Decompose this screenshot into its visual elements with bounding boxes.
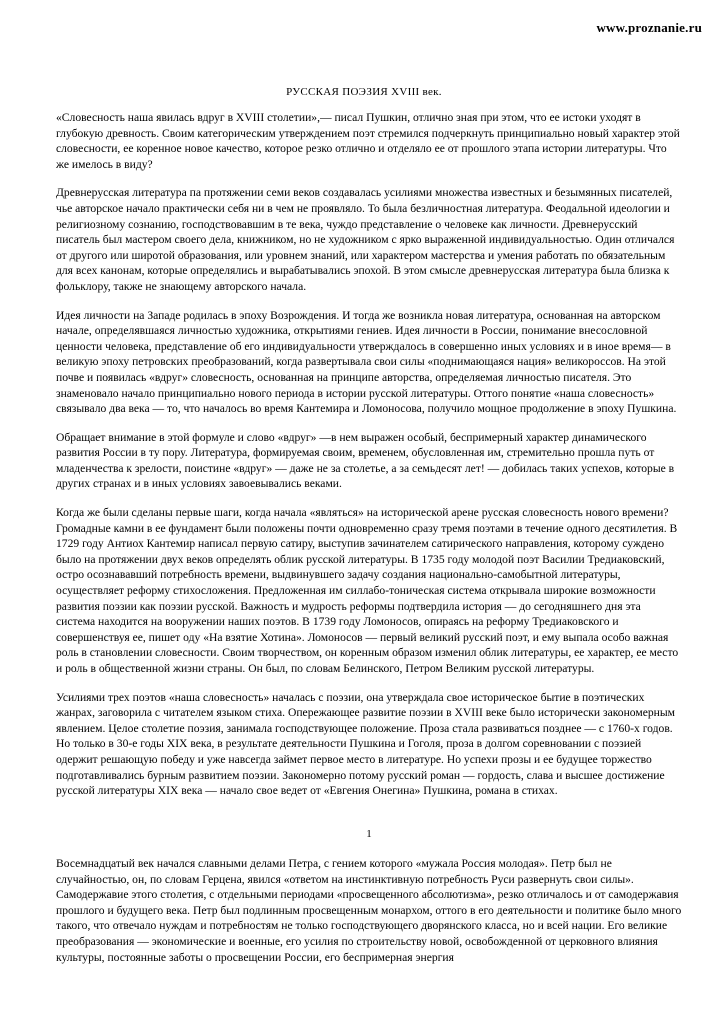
paragraph: Восемнадцатый век начался славными делами Петра, с гением которого «мужала Россия молодая». Петр был не случайностью, он, по словам Герцена, явился «ответом на инстинктивную потребность Руси развернуть свои силы». Самодержавие этого столетия, с отдельными периодами «просвещенного абсолютизма», резко отличалось и от самодержавия прошлого и будущего века. Петр был подлинным просвещенным монархом, оттого в его деятельности и политике было много такого, что отвечало нуждам и потребностям не только господствующего дворянского класса, но и всей нации. Его великие преобразования — экономические и военные, его усилия по строительству новой, освобожденной от церковного влияния культуры, постоянные заботы о просвещении России, его беспримерная энергия <box>56 857 682 964</box>
paragraph: «Словесность наша явилась вдруг в XVIII столетии»,— писал Пушкин, отлично зная при этом, что ее истоки уходят в глубокую древность. Своим категорическим утверждением поэт стремился подчеркнуть принципиально новый характер этой словесности, ее коренное новое качество, которое резко отлично и отделяло ее от прошлого этапа истории литературы. Что же имелось в виду? <box>56 111 680 171</box>
paragraph: Идея личности на Западе родилась в эпоху Возрождения. И тогда же возникла новая литература, основанная на авторском начале, определявшаяся личностью художника, открытиями гениев. Идея личности в России, понимание внесословной ценности человека, представление об его индивидуальности утверждалось в совершенно иных условиях и в иное время— в великую эпоху петровских преобразований, когда развертывала свои силы «поднимающаяся нация» великороссов. На этой почве и появилась «вдруг» словесность, основанная на принципе авторства, определяемая личностью писателя. Это знаменовало начало принципиально нового периода в истории русской литературы. Оттого понятие «наша словесность» связывало два века — то, что началось во время Кантемира и Ломоносова, получило мощное продолжение в эпоху Пушкина. <box>56 308 677 416</box>
page-number: 1 <box>366 828 372 840</box>
paragraph: Обращает внимание в этой формуле и слово «вдруг» —в нем выражен особый, беспримерный характер динамического развития России в ту пору. Литература, формируемая своим, временем, обусловленная им, стремительно прошла путь от младенчества к зрелости, поистине «вдруг» — даже не за столетье, а за семьдесят лет! — добилась таких успехов, которые в других странах и в иных условиях завоевывались веками. <box>56 430 675 491</box>
site-url[interactable]: www.proznanie.ru <box>596 20 702 35</box>
document-title: РУССКАЯ ПОЭЗИЯ XVIII век. <box>286 86 442 98</box>
paragraph: Когда же были сделаны первые шаги, когда начала «являться» на исторической арене русская словесность нового времени? Громадные камни в ее фундамент были положены почти одновременно сразу тремя поэтами в течение одного десятилетия. В 1729 году Антиох Кантемир написал первую сатиру, выступив зачинателем сатирического направления, которому суждено было на протяжении двух веков определять облик русской литературы. В 1735 году молодой поэт Василии Тредиаковский, остро осознававший потребность времени, выдвинувшего задачу создания национально-самобытной литературы, осуществляет реформу стихосложения. Предложенная им силлабо-тоническая система открывала широкие возможности развития поэзии как поэзии русской. Важность и мудрость реформы подтвердила история — до сегодняшнего дня эта система находится на вооружении наших поэтов. В 1739 году Ломоносов, опираясь на реформу Тредиаковского и совершенствуя ее, пишет оду «На взятие Хотина». Ломоносов — первый великий русский поэт, и ему выпала особо важная роль в становлении словесности. Своим творчеством, он коренным образом изменил облик литературы, ее характер, ее место и роль в общественной жизни страны. Он был, по словам Белинского, Петром Великим русской литературы. <box>56 506 679 675</box>
document-body <box>56 110 682 812</box>
paragraph: Древнерусская литература па протяжении семи веков создавалась усилиями множества известных и безымянных писателей, чье авторское начало практически себя ни в чем не проявляло. То была безличностная литература. Феодальной идеологии и религиозному сознанию, господствовавшим в те века, чуждо представление о человеке как личности. Древнерусский писатель был мастером своего дела, книжником, но не художником с ярко выраженной индивидуальностью. Один отличался от другого или широтой образования, или уровнем знаний, или характером мастерства и умения работать по обязательным для всех канонам, которые определялись и вырабатывались эпохой. В этом смысле древнерусская литература была близка к фольклору, также не знающему авторского начала. <box>56 186 675 293</box>
paragraph: Усилиями трех поэтов «наша словесность» началась с поэзии, она утверждала свое историческое бытие в поэтических жанрах, заговорила с читателем языком стиха. Опережающее развитие поэзии в XVIII веке было исторически закономерным явлением. Целое столетие поэзия, занимала господствующее положение. Проза стала развиваться позднее — с 1760-х годов. Но только в 30-е годы XIX века, в результате деятельности Пушкина и Гоголя, проза в долгом соревновании с поэзией одержит решающую победу и уже навсегда займет первое место в литературе. Но успехи прозы и ее будущее торжество подготавливались бурным развитием поэзии. Закономерно потому русский роман — гордость, слава и высшее достижение русской литературы XIX века — начало свое ведет от «Евгения Онегина» Пушкина, романа в стихах. <box>56 690 675 798</box>
document-body-page2 <box>56 856 682 978</box>
